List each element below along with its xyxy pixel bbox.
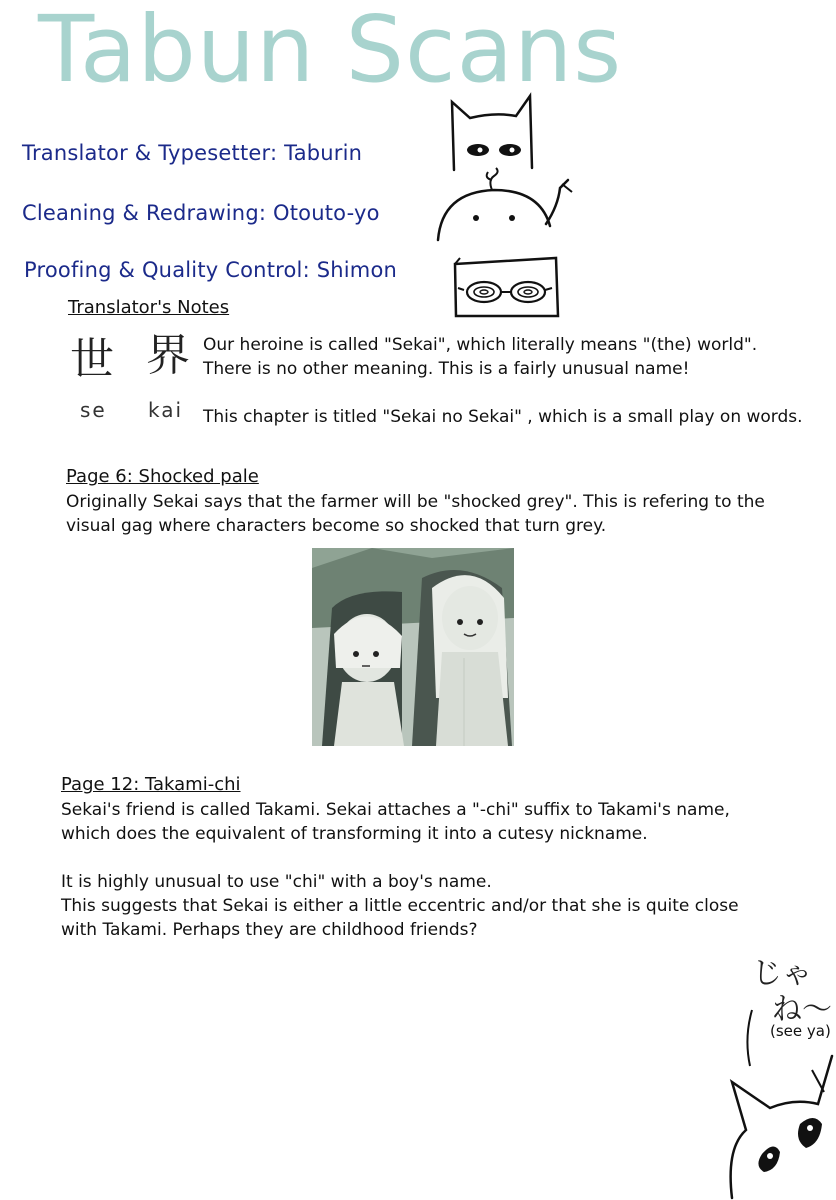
page6-line-1: Originally Sekai says that the farmer will be "shocked grey". This is refering to the: [66, 492, 765, 512]
kanji-kai: 界: [146, 330, 190, 381]
page12-heading: Page 12: Takami-chi: [61, 774, 241, 795]
page12-line-5: with Takami. Perhaps they are childhood friends?: [61, 920, 478, 940]
farewell-japanese-2: ね〜: [772, 992, 832, 1027]
page12-line-2: which does the equivalent of transforming it into a cutesy nickname.: [61, 824, 648, 844]
romaji-se: se: [80, 398, 107, 422]
romaji-kai: kai: [148, 398, 184, 422]
page12-line-1: Sekai's friend is called Takami. Sekai attaches a "-chi" suffix to Takami's name,: [61, 800, 730, 820]
cat-doodle-icon: [440, 92, 540, 172]
page-title: Tabun Scans: [38, 0, 623, 103]
waving-cat-doodle-icon: [724, 1052, 836, 1200]
credit-proofing: Proofing & Quality Control: Shimon: [24, 258, 398, 282]
credit-translator: Translator & Typesetter: Taburin: [22, 141, 363, 165]
farewell-translation: (see ya): [770, 1022, 831, 1040]
glasses-box-doodle-icon: [452, 254, 562, 320]
notes-line-1: Our heroine is called "Sekai", which literally means "(the) world".: [203, 335, 758, 355]
farewell-japanese-1: じゃ: [752, 956, 812, 991]
notes-line-2: There is no other meaning. This is a fairly unusual name!: [203, 359, 690, 379]
anime-screenshot-image: [312, 548, 514, 746]
credit-cleaning: Cleaning & Redrawing: Otouto-yo: [22, 201, 380, 225]
page12-line-4: This suggests that Sekai is either a little eccentric and/or that she is quite close: [61, 896, 739, 916]
kanji-se: 世: [70, 334, 114, 385]
page6-line-2: visual gag where characters become so shocked that turn grey.: [66, 516, 607, 536]
page12-line-3: It is highly unusual to use "chi" with a boy's name.: [61, 872, 492, 892]
notes-line-3: This chapter is titled "Sekai no Sekai" , which is a small play on words.: [203, 407, 803, 427]
notes-heading: Translator's Notes: [68, 297, 230, 318]
blob-doodle-icon: [432, 166, 582, 246]
page6-heading: Page 6: Shocked pale: [66, 466, 259, 487]
